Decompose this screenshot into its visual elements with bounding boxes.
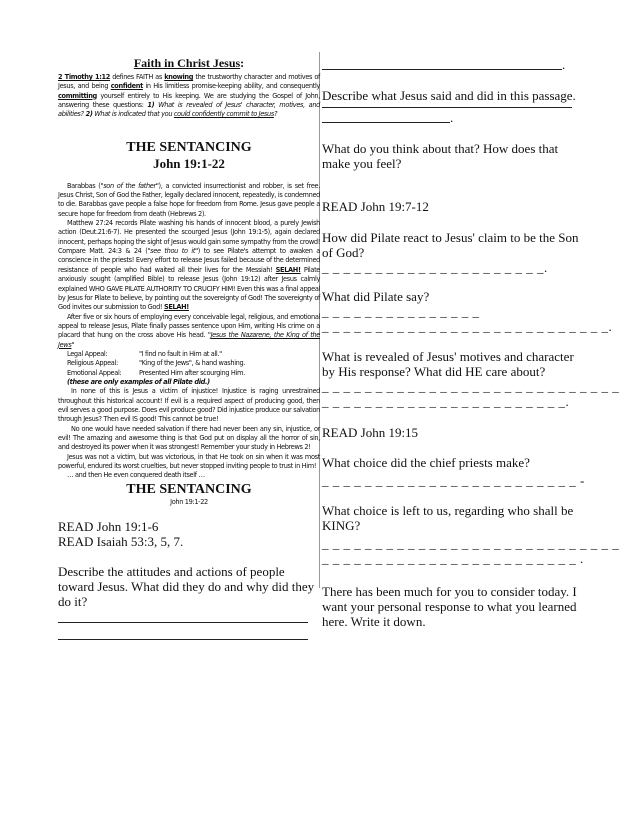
read-isaiah-53: READ Isaiah 53:3, 5, 7. bbox=[58, 534, 184, 550]
study-text bbox=[58, 182, 320, 481]
question-pilate-react: How did Pilate react to Jesus' claim to be the Son of God? _ _ _ _ _ _ _ _ _ _ _ _ _ _ _ _ _ _ _ _ _. bbox=[322, 230, 579, 275]
question-king: What choice is left to us, regarding who shall be KING? bbox=[322, 503, 574, 533]
answer-blank[interactable]: _ _ _ _ _ _ _ _ _ _ _ _ _ _ _ _ _ _ _ _ _ _ _ _ _ _ _. bbox=[322, 319, 613, 334]
paragraph-victory: Jesus was not a victim, but was victorious, in that He took on sin when it was most powerful, endured its worst cruelties, but never stopped inviting people to trust in Him! bbox=[58, 452, 320, 471]
intro-paragraph: 2 Timothy 1:12 defines FAITH as knowing the trustworthy character and motives of Jesus, and being confident in His limitless promise-keeping ability, and consequently committing yourself entirely to His keeping. We are studying the Gospel of John, answering these questions: 1) What is revealed of Jesus' character, motives, and abilities? 2) What is indicated that you could confidently commit to Jesus? bbox=[58, 73, 321, 119]
section-title-repeat: THE SENTANCING bbox=[126, 481, 252, 497]
answer-blank[interactable]: _ _ _ _ _ _ _ _ _ _ _ _ _ _ _ _ _ _ _ _ _ _ _ _ _ _ _ _ bbox=[322, 536, 620, 551]
answer-blank[interactable]: _ _ _ _ _ _ _ _ _ _ _ _ _ _ _ _ _ _ _ _ _ _ _. bbox=[322, 394, 570, 409]
section-subtitle: John 19:1-22 bbox=[153, 155, 225, 171]
answer-blank[interactable]: _ _ _ _ _ _ _ _ _ _ _ _ _ _ _ _ _ _ _ _ _ _ _ _ . bbox=[322, 551, 584, 566]
answer-line[interactable] bbox=[58, 639, 308, 640]
section-subtitle-repeat: John 19:1-22 bbox=[170, 497, 208, 506]
read-john-19-15: READ John 19:15 bbox=[322, 425, 419, 440]
question-describe-jesus: Describe what Jesus said and did in this passage. bbox=[322, 88, 576, 103]
read-john-19-7-12: READ John 19:7-12 bbox=[322, 199, 429, 214]
appeal-row: Emotional Appeal: Presented Him after scourging Him. bbox=[67, 368, 245, 377]
answer-line-short[interactable]: . bbox=[322, 108, 582, 125]
paragraph-barabbas: Barabbas ("son of the father"), a convicted insurrectionist and robber, is set free. Jesus Christ, Son of God the Father, legally declared innocent, repeatedly, is condemned to die. Barabbas gave people a false hope for freedom from Rome. Jesus gave people a secure hope for freedom from death (Hebrews 2). bbox=[58, 181, 321, 218]
paragraph-pilate: Matthew 27:24 records Pilate washing his hands of innocent blood, a purely Jewish action (Deut.21:6-7). He presented the scourged Jesus (John 19:1-5), again declared innocent, perhaps hoping the sight of Jesus would gain some sympathy from the crowd! Compare Matt. 24:3 & 24 ("see thou to it") to see Pilate's attempt to awaken a conscience in the priests! Every effort to release Jesus failed because of the determined resistance of people who had waited all their lives for the Messiah! SELAH! Pilate anxiously sought (amplified Bible) to release Jesus (John 19:12) after Jesus calmly explained WHO GAVE PILATE AUTHORITY TO CRUCIFY HIM! Even this was a final appeal by Jesus for Pilate to believe, by pointing out the sovereignty of God! The sovereignty of God invites our submission to God! SELAH! bbox=[58, 219, 321, 312]
closing-prompt: There has been much for you to consider today. I want your personal response to what you learned here. Write it down. bbox=[322, 584, 577, 629]
paragraph-sentence: After five or six hours of employing every conceivable legal, religious, and emotional appeal to release Jesus, Pilate finally passes sentence upon Him, writing His crime on a placard that hung on the cross above His head. "Jesus the Nazarene, the King of the Jews" bbox=[58, 312, 320, 349]
appeals-list bbox=[58, 350, 320, 387]
answer-line[interactable] bbox=[58, 622, 308, 623]
question-revealed: What is revealed of Jesus' motives and character by His response? What did HE care about? bbox=[322, 349, 574, 379]
answer-blank[interactable]: _ _ _ _ _ _ _ _ _ _ _ _ _ _ _ _ _ _ _ _ _. bbox=[322, 260, 548, 275]
question-pilate-say: What did Pilate say? _ _ _ _ _ _ _ _ _ _ _ _ _ _ _ bbox=[322, 289, 480, 319]
section-title: THE SENTANCING bbox=[126, 139, 252, 155]
appeal-row: Religious Appeal: "King of the Jews", & hand washing. bbox=[67, 359, 246, 368]
answer-blank[interactable]: _ _ _ _ _ _ _ _ _ _ _ _ _ _ _ _ _ _ _ _ _ _ _ _ - bbox=[322, 473, 585, 488]
question-think: What do you think about that? How does that make you feel? bbox=[322, 141, 559, 171]
answer-blank[interactable]: _ _ _ _ _ _ _ _ _ _ _ _ _ _ _ bbox=[322, 304, 480, 319]
read-john-19-1-6: READ John 19:1-6 bbox=[58, 519, 159, 535]
right-column bbox=[322, 56, 620, 629]
left-column bbox=[58, 56, 320, 640]
paragraph-conquered: … and then He even conquered death itself … bbox=[67, 471, 205, 480]
question-priests: What choice did the chief priests make? bbox=[322, 455, 530, 470]
paragraph-injustice: In none of this is Jesus a victim of injustice! Injustice is raging unrestrained throughout this historical account! If evil is a required aspect of producing good, then evil serves a good purpose. Does evil produce good? Did injustice produce our salvation through Jesus? Then evil IS good! This cannot be true! bbox=[58, 387, 320, 424]
question-describe-people: Describe the attitudes and actions of people toward Jesus. What did they do and why did they do it? bbox=[58, 564, 315, 610]
appeals-note: (these are only examples of all Pilate did.) bbox=[67, 377, 210, 386]
answer-blank[interactable]: _ _ _ _ _ _ _ _ _ _ _ _ _ _ _ _ _ _ _ _ _ _ _ _ _ _ _ _ bbox=[322, 379, 620, 394]
answer-line-top[interactable]: . bbox=[322, 56, 582, 72]
paragraph-salvation: No one would have needed salvation if there had never been any sin, injustice, or evil! The amazing and awesome thing is that God put on display all the horror of sin, and destroyed its power when it was strongest! Remember your study in Hebrews 2! bbox=[58, 424, 320, 452]
appeal-row: Legal Appeal: "I find no fault in Him at all." bbox=[67, 349, 222, 358]
faith-title: Faith in Christ Jesus: bbox=[133, 56, 245, 70]
